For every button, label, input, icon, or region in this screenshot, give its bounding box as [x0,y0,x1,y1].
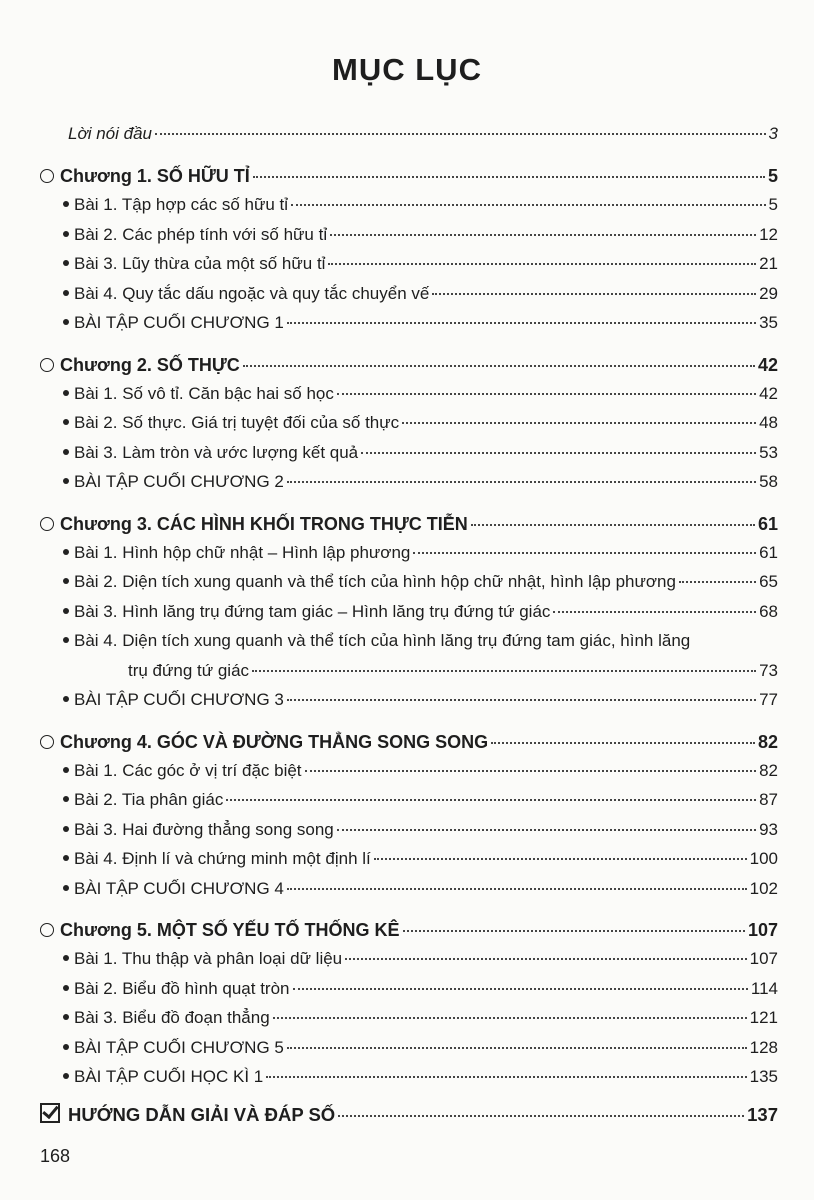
dot-leader [287,481,756,483]
dot-leader [553,611,756,613]
bullet-icon [63,767,69,773]
circle-icon [40,923,54,937]
dot-leader [403,930,745,932]
entry-page: 29 [759,283,778,303]
dot-leader [226,799,756,801]
entry-label: Bài 2. Tia phân giác [74,790,224,809]
bullet-icon [63,637,69,643]
entry-page: 65 [759,572,778,591]
page-title: MỤC LỤC [332,52,482,87]
toc-lesson [40,225,778,255]
toc-chapter [40,166,778,195]
toc-lesson [40,820,778,850]
bullet-icon [63,608,69,614]
dot-leader [337,829,756,831]
dot-leader [402,422,756,424]
entry-page: 48 [759,413,778,432]
toc-lesson [40,631,778,661]
entry-label: Chương 1. SỐ HỮU TỈ [60,166,250,186]
entry-label: BÀI TẬP CUỐI HỌC KÌ 1 [74,1067,264,1086]
bullet-icon [63,826,69,832]
entry-label: Lời nói đầu [68,124,153,143]
entry-page: 73 [759,660,778,680]
entry-page: 114 [750,978,778,998]
toc-lesson [40,979,778,1009]
toc-lesson [40,254,778,284]
entry-label: Chương 4. GÓC VÀ ĐƯỜNG THẲNG SONG SONG [60,731,489,752]
toc-lesson [40,472,778,502]
entry-page: 68 [759,601,778,621]
circle-icon [40,735,54,749]
entry-page: 5 [767,166,778,186]
entry-page: 42 [759,383,778,403]
bullet-icon [63,1044,69,1050]
dot-leader [338,1115,744,1117]
entry-label: Bài 4. Định lí và chứng minh một định lí [74,849,371,868]
toc-chapter [40,920,778,949]
toc-lesson [40,690,778,720]
entry-label: Bài 1. Tập hợp các số hữu tỉ [74,195,289,214]
bullet-icon [63,955,69,961]
bullet-icon [63,231,69,237]
dot-leader [491,742,755,744]
table-of-contents [40,124,778,1130]
bullet-icon [63,260,69,266]
dot-leader [287,322,756,324]
entry-label: Chương 5. MỘT SỐ YẾU TỐ THỐNG KÊ [60,920,400,940]
toc-answers [40,1101,778,1131]
bullet-icon [63,1014,69,1020]
entry-label: HƯỚNG DẪN GIẢI VÀ ĐÁP SỐ [68,1103,336,1125]
bullet-icon [63,478,69,484]
toc-lesson [40,1067,778,1097]
dot-leader [243,365,755,367]
entry-label: Bài 1. Các góc ở vị trí đặc biệt [74,760,302,780]
toc-chapter [40,355,778,384]
dot-leader [293,988,748,990]
toc-lesson [40,195,778,225]
entry-label: Bài 1. Số vô tỉ. Căn bậc hai số học [74,383,334,403]
toc-lesson [40,849,778,879]
entry-page: 35 [759,313,778,332]
bullet-icon [63,390,69,396]
entry-label: Bài 2. Biểu đồ hình quạt tròn [74,978,290,998]
entry-label: trụ đứng tứ giác [128,660,250,680]
entry-page: 137 [747,1103,778,1125]
toc-lesson [40,543,778,573]
entry-label: BÀI TẬP CUỐI CHƯƠNG 5 [74,1037,284,1057]
entry-label: Bài 1. Thu thập và phân loại dữ liệu [74,949,343,968]
toc-lesson [40,1038,778,1068]
entry-label: Chương 2. SỐ THỰC [60,354,240,375]
dot-leader [287,699,756,701]
bullet-icon [63,696,69,702]
entry-label: Bài 2. Diện tích xung quanh và thể tích của hình hộp chữ nhật, hình lập phương [74,572,676,591]
bullet-icon [63,201,69,207]
entry-page: 77 [759,690,778,709]
entry-label: Bài 1. Hình hộp chữ nhật – Hình lập phương [74,542,411,562]
dot-leader [252,670,756,672]
dot-leader [337,393,756,395]
bullet-icon [63,578,69,584]
entry-label: BÀI TẬP CUỐI CHƯƠNG 2 [74,472,284,491]
toc-lesson [40,1008,778,1038]
dot-leader [413,552,756,554]
entry-page: 128 [749,1037,778,1057]
entry-page: 102 [749,878,778,898]
entry-label: Chương 3. CÁC HÌNH KHỐI TRONG THỰC TIỄN [60,513,468,534]
dot-leader [374,858,747,860]
entry-page: 5 [768,195,778,214]
entry-page: 82 [759,760,778,780]
toc-lesson [40,284,778,314]
entry-page: 21 [759,254,778,273]
entry-page: 93 [759,819,778,839]
toc-lesson [40,313,778,343]
entry-label: Bài 2. Số thực. Giá trị tuyệt đối của số thực [74,413,400,432]
bullet-icon [63,985,69,991]
bullet-icon [63,1073,69,1079]
bullet-icon [63,549,69,555]
entry-label: Bài 3. Hai đường thẳng song song [74,819,334,839]
entry-label: Bài 4. Diện tích xung quanh và thể tích của hình lăng trụ đứng tam giác, hình lăng [74,631,691,650]
bullet-icon [63,885,69,891]
bullet-icon [63,290,69,296]
toc-lesson [40,949,778,979]
circle-icon [40,358,54,372]
dot-leader [471,524,755,526]
dot-leader [155,133,766,135]
dot-leader [273,1017,747,1019]
entry-page: 61 [757,513,778,534]
toc-lesson [40,761,778,791]
page-number: 168 [40,1146,71,1166]
toc-chapter [40,514,778,543]
entry-label: Bài 3. Biểu đồ đoạn thẳng [74,1008,270,1027]
dot-leader [291,204,765,206]
entry-page: 82 [757,731,778,752]
checkbox-checked-icon [40,1103,60,1123]
entry-page: 107 [747,920,778,940]
dot-leader [330,234,756,236]
toc-lesson [40,879,778,909]
entry-label: Bài 3. Hình lăng trụ đứng tam giác – Hình lăng trụ đứng tứ giác [74,601,551,621]
toc-chapter [40,732,778,761]
dot-leader [361,452,756,454]
entry-page: 53 [759,442,778,462]
bullet-icon [63,796,69,802]
circle-icon [40,517,54,531]
toc-entry-intro [68,124,778,154]
toc-lesson [40,384,778,414]
toc-lesson [40,790,778,820]
entry-page: 121 [749,1008,778,1027]
circle-icon [40,169,54,183]
dot-leader [328,263,756,265]
toc-lesson [40,602,778,632]
entry-label: Bài 3. Làm tròn và ước lượng kết quả [74,442,359,462]
bullet-icon [63,855,69,861]
bullet-icon [63,449,69,455]
toc-lesson [40,413,778,443]
entry-label: Bài 3. Lũy thừa của một số hữu tỉ [74,254,326,273]
entry-page: 42 [757,354,778,375]
entry-label: Bài 4. Quy tắc dấu ngoặc và quy tắc chuyển vế [74,283,430,303]
entry-page: 58 [759,472,778,491]
entry-page: 107 [749,949,778,968]
entry-page: 12 [759,224,778,244]
entry-label: BÀI TẬP CUỐI CHƯƠNG 3 [74,690,284,709]
entry-page: 87 [759,790,778,809]
dot-leader [266,1076,746,1078]
bullet-icon [63,419,69,425]
toc-lesson [40,572,778,602]
dot-leader [679,581,756,583]
entry-label: Bài 2. Các phép tính với số hữu tỉ [74,224,328,244]
toc-lesson [40,443,778,473]
dot-leader [305,770,757,772]
dot-leader [432,293,756,295]
entry-label: BÀI TẬP CUỐI CHƯƠNG 4 [74,878,284,898]
entry-page: 135 [749,1067,778,1086]
entry-page: 100 [749,849,778,868]
dot-leader [287,888,747,890]
entry-page: 3 [768,124,778,143]
entry-page: 61 [759,542,778,562]
dot-leader [253,176,765,178]
entry-label: BÀI TẬP CUỐI CHƯƠNG 1 [74,313,284,332]
toc-lesson-continuation [40,661,778,691]
dot-leader [345,958,746,960]
bullet-icon [63,319,69,325]
dot-leader [287,1047,747,1049]
